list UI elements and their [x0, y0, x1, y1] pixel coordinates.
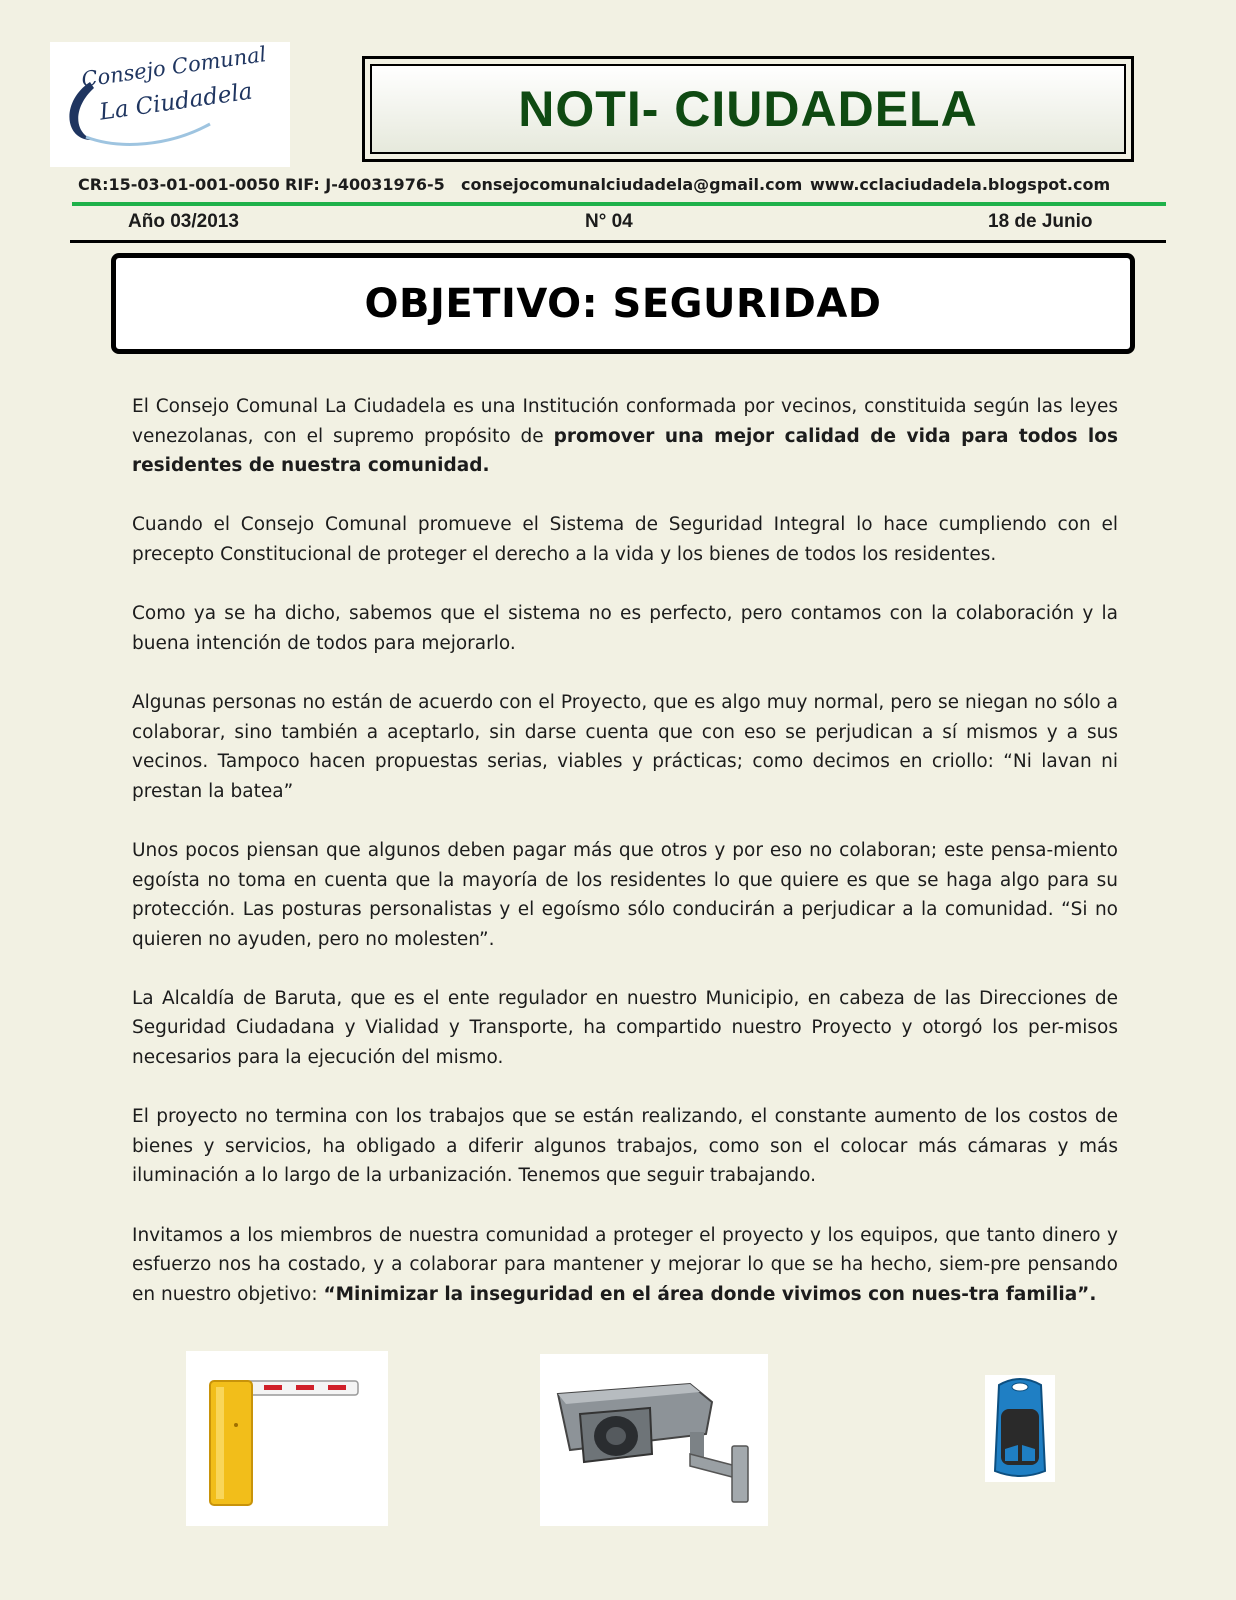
barrier-gate-image [186, 1351, 388, 1526]
website-link[interactable]: www.cclaciudadela.blogspot.com [810, 175, 1111, 194]
headline-box [111, 253, 1135, 354]
logo [50, 42, 290, 167]
article-body [132, 392, 1118, 1339]
barrier-gate-icon [186, 1351, 388, 1526]
paragraph-1 [132, 392, 1118, 481]
black-divider [70, 240, 1166, 243]
paragraph-8-text: Invitamos a los miembros de nuestra comunidad a proteger el proyecto y los equipos, que tanto dinero y esfuerzo nos ha costado, y a colaborar para mantener y mejorar lo que se ha hecho, siem-pre pensando en nuestro objetivo: [132, 1224, 1118, 1305]
remote-control-icon [985, 1375, 1055, 1482]
paragraph-4: Algunas personas no están de acuerdo con el Proyecto, que es algo muy normal, pero se niegan no sólo a colaborar, sino también a aceptarlo, sin darse cuenta que con eso se perjudican a sí mismos y a sus vecinos. Tampoco hacen propuestas serias, viables y prácticas; como decimos en criollo: “Ni lavan ni prestan la batea” [132, 691, 1118, 802]
headline: OBJETIVO: SEGURIDAD [364, 280, 882, 327]
logo-line2: La Ciudadela [98, 78, 255, 126]
newsletter-title: NOTI- CIUDADELA [518, 81, 978, 137]
logo-line1: Consejo Comunal [80, 42, 268, 92]
security-camera-image [540, 1354, 768, 1526]
paragraph-3: Como ya se ha dicho, sabemos que el sistema no es perfecto, pero contamos con la colaboración y la buena intención de todos para mejorarlo. [132, 603, 1118, 654]
email-link[interactable]: consejocomunalciudadela@gmail.com [461, 175, 803, 194]
rif-code: RIF: J-40031976-5 [285, 175, 445, 194]
cr-code: CR:15-03-01-001-0050 [78, 175, 280, 194]
security-camera-icon [540, 1354, 768, 1526]
issue-date: 18 de Junio [988, 211, 1093, 232]
issue-number: N° 04 [585, 211, 633, 232]
paragraph-5: Unos pocos piensan que algunos deben pagar más que otros y por eso no colaboran; este pensa-miento egoísta no toma en cuenta que la mayoría de los residentes lo que quiere es que se haga algo para su protección. Las posturas personalistas y el egoísmo sólo conducirán a perjudicar a la comunidad. “Si no quieren no ayuden, pero no molesten”. [132, 839, 1118, 950]
masthead [362, 56, 1134, 162]
paragraph-2: Cuando el Consejo Comunal promueve el Sistema de Seguridad Integral lo hace cumpliendo con el precepto Constitucional de proteger el derecho a la vida y los bienes de todos los residentes. [132, 514, 1118, 565]
issue-year: Año 03/2013 [128, 211, 239, 232]
paragraph-1-text: El Consejo Comunal La Ciudadela es una Institución conformada por vecinos, constituida según las leyes venezolanas, con el supremo propósito de [132, 396, 1118, 447]
paragraph-1-bold: promover una mejor calidad de vida para todos los residentes de nuestra comunidad. [132, 425, 1118, 477]
remote-control-image [985, 1375, 1055, 1482]
paragraph-8 [132, 1221, 1118, 1310]
masthead-inner [370, 64, 1126, 154]
paragraph-8-bold: “Minimizar la inseguridad en el área donde vivimos con nues-tra familia”. [323, 1283, 1097, 1305]
paragraph-7: El proyecto no termina con los trabajos que se están realizando, el constante aumento de los costos de bienes y servicios, ha obligado a diferir algunos trabajos, como son el colocar más cámaras y más iluminación a lo largo de la urbanización. Tenemos que seguir trabajando. [132, 1106, 1118, 1187]
green-divider [72, 202, 1166, 206]
paragraph-6: La Alcaldía de Baruta, que es el ente regulador en nuestro Municipio, en cabeza de las Direcciones de Seguridad Ciudadana y Vialidad y Transporte, ha compartido nuestro Proyecto y otorgó los per-misos necesarios para la ejecución del mismo. [132, 987, 1118, 1069]
